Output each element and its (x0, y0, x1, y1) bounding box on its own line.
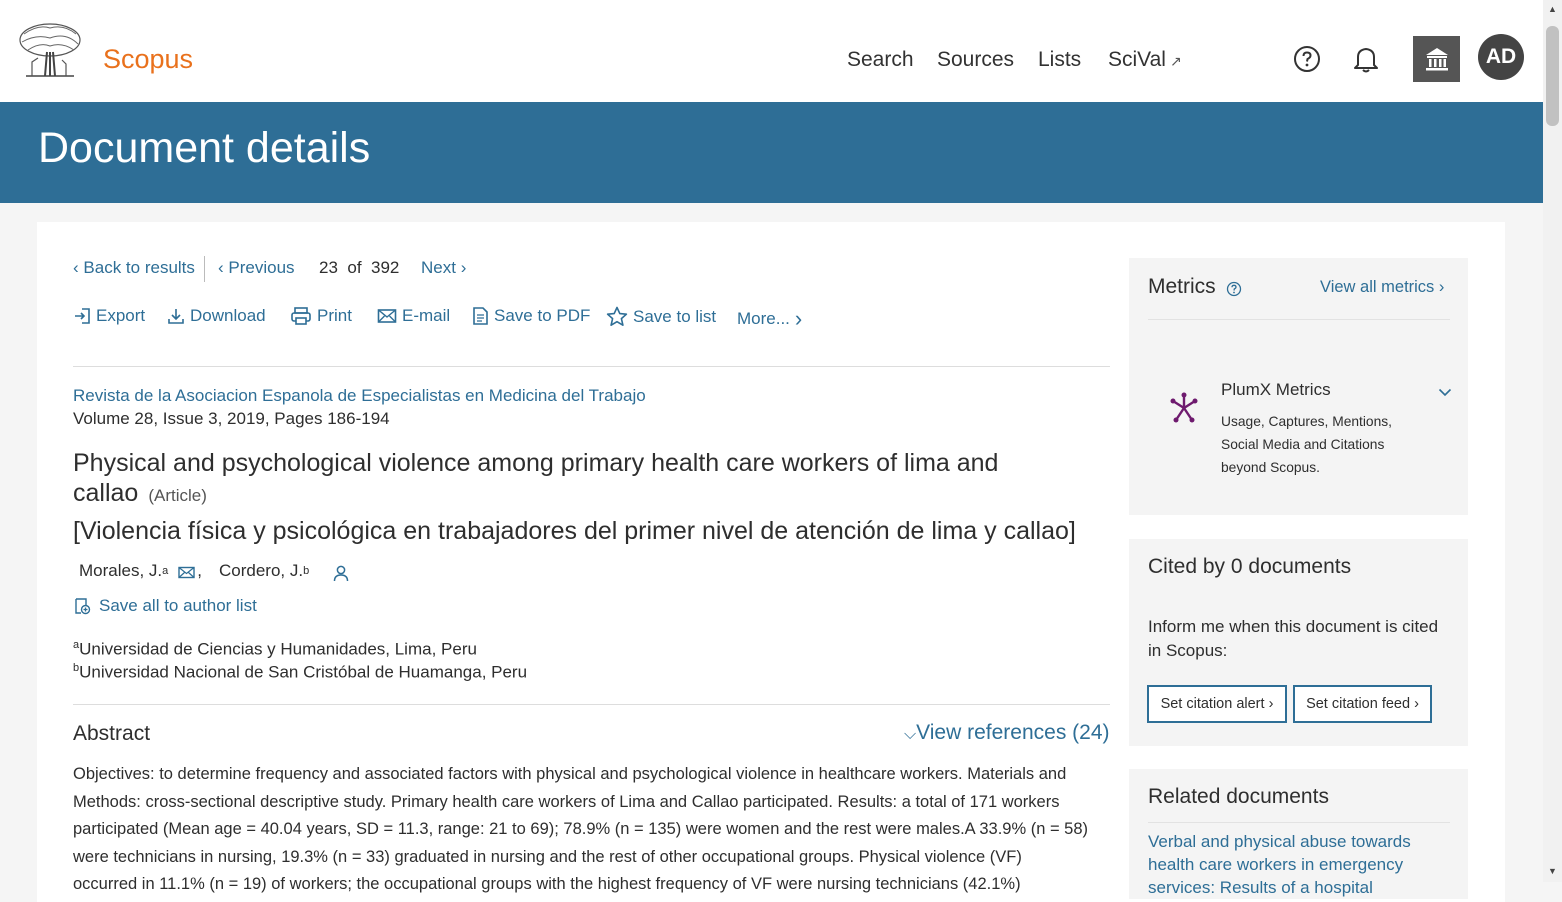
previous-link[interactable] (218, 258, 295, 278)
related-documents-card (1129, 769, 1468, 899)
print-icon (290, 306, 312, 326)
of-label: of (347, 258, 362, 277)
email-button[interactable] (377, 306, 450, 326)
plumx-line: Usage, Captures, Mentions, (1221, 414, 1393, 429)
journal-link[interactable]: Revista de la Asociacion Espanola de Especialistas en Medicina del Trabajo (73, 386, 646, 405)
nav-search[interactable]: Search (847, 48, 914, 71)
pdf-icon (472, 306, 489, 326)
affiliation (73, 662, 527, 683)
set-citation-alert-label: Set citation alert (1160, 696, 1265, 712)
affiliation-marker: b (303, 565, 310, 577)
top-bar (0, 0, 1543, 102)
more-label: More... (737, 309, 790, 328)
chevron-right-icon: › (460, 258, 467, 277)
person-icon[interactable] (333, 564, 349, 582)
related-document-link[interactable] (1148, 830, 1411, 899)
current-index: 23 (319, 258, 338, 277)
save-to-pdf-button[interactable] (472, 306, 590, 326)
related-documents-title: Related documents (1148, 785, 1329, 808)
related-document-line: health care workers in emergency (1148, 855, 1404, 874)
brand-name[interactable]: Scopus (103, 44, 194, 74)
affiliation-marker: a (162, 565, 169, 577)
author-list (79, 560, 349, 582)
save-to-list-button[interactable] (606, 306, 716, 327)
save-all-label: Save all to author list (99, 596, 257, 615)
citation-info (1148, 615, 1458, 663)
add-to-list-icon (73, 597, 91, 615)
chevron-right-icon: › (1438, 278, 1445, 296)
affiliation-text: Universidad Nacional de San Cristóbal de Huamanga, Peru (79, 662, 528, 682)
chevron-right-icon: › (794, 306, 803, 331)
volume-info: Volume 28, Issue 3, 2019, Pages 186-194 (73, 409, 390, 428)
next-label: Next (421, 258, 456, 277)
abstract-line: participated (Mean age = 40.04 years, SD = 11.3, range: 21 to 69); 78.9% (n = 135) were women and the rest were males.A 33.9% (n = 58) (73, 820, 1089, 839)
scroll-down-arrow-icon[interactable]: ▼ (1548, 866, 1557, 876)
original-title: [Violencia física y psicológica en trabajadores del primer nivel de atención de lima y callao] (73, 517, 1076, 545)
view-all-metrics-link[interactable] (1320, 278, 1444, 297)
author-name[interactable]: Cordero, J. (219, 561, 304, 580)
related-document-line: Verbal and physical abuse towards (1148, 832, 1411, 851)
bell-icon[interactable] (1352, 44, 1380, 74)
next-link[interactable] (421, 258, 466, 278)
main-content (37, 222, 1505, 902)
document-title (73, 448, 1073, 511)
back-to-results-label: Back to results (83, 258, 195, 277)
abstract-line: occurred in 11.1% (n = 19) of workers; the occupational groups with the highest frequency of VF were nursing technicians (42.1%) (73, 875, 1021, 894)
plumx-logo-icon (1167, 391, 1201, 425)
institution-icon (1424, 46, 1450, 72)
email-label: E-mail (402, 306, 451, 325)
author-name[interactable]: Morales, J. (79, 561, 163, 580)
plumx-line: Social Media and Citations (1221, 437, 1385, 452)
previous-label: Previous (228, 258, 295, 277)
abstract-line: Methods: cross-sectional descriptive study. Primary health care workers of Lima and Callao participated. Results: a total of 171 workers (73, 792, 1060, 811)
abstract-line: Objectives: to determine frequency and associated factors with physical and psychological violence in healthcare workers. Materials and (73, 765, 1067, 783)
divider (204, 256, 205, 282)
result-position (319, 258, 399, 278)
chevron-right-icon: › (1268, 696, 1274, 712)
email-icon[interactable] (178, 566, 196, 580)
export-icon (73, 307, 91, 325)
email-icon (377, 308, 397, 324)
institution-button[interactable] (1413, 36, 1460, 82)
download-label: Download (190, 306, 266, 325)
set-citation-feed-button[interactable] (1293, 685, 1432, 723)
avatar[interactable]: AD (1478, 34, 1524, 80)
affiliation-marker: b (73, 662, 80, 674)
scrollbar-thumb[interactable] (1546, 26, 1559, 126)
elsevier-tree-logo[interactable] (18, 22, 82, 80)
divider (73, 704, 1110, 705)
scroll-up-arrow-icon[interactable]: ▲ (1548, 4, 1557, 14)
citation-info-line: in Scopus: (1148, 641, 1228, 660)
view-references-link[interactable] (904, 721, 1110, 745)
star-icon (606, 306, 628, 327)
affiliation-text: Universidad de Ciencias y Humanidades, Lima, Peru (79, 639, 477, 659)
document-type: (Article) (148, 486, 207, 505)
nav-lists[interactable]: Lists (1038, 48, 1082, 71)
metrics-heading (1148, 275, 1242, 299)
nav-sources[interactable]: Sources (937, 48, 1015, 71)
divider (1148, 822, 1450, 823)
plumx-title[interactable]: PlumX Metrics (1221, 380, 1331, 399)
cited-by-title: Cited by 0 documents (1148, 555, 1352, 578)
metrics-card (1129, 258, 1468, 515)
view-all-metrics-label: View all metrics (1320, 278, 1435, 296)
nav-scival-label: SciVal (1108, 48, 1166, 71)
chevron-down-icon: ⌵ (904, 726, 917, 743)
total-count: 392 (371, 258, 400, 277)
affiliation (73, 639, 477, 660)
help-icon[interactable] (1293, 45, 1321, 73)
download-button[interactable] (167, 306, 266, 326)
abstract-heading: Abstract (73, 722, 151, 745)
plumx-line: beyond Scopus. (1221, 460, 1320, 475)
save-to-pdf-label: Save to PDF (494, 306, 591, 325)
more-button[interactable] (737, 306, 802, 332)
page-banner (0, 102, 1543, 203)
help-icon[interactable] (1226, 281, 1242, 297)
nav-scival[interactable] (1108, 48, 1182, 72)
set-citation-alert-button[interactable] (1147, 685, 1287, 723)
back-to-results-link[interactable] (73, 258, 195, 278)
print-button[interactable] (290, 306, 352, 326)
page-title: Document details (38, 124, 371, 172)
chevron-right-icon: › (1414, 696, 1419, 712)
affiliation-marker: a (73, 639, 80, 651)
save-to-list-label: Save to list (633, 306, 717, 326)
set-citation-feed-label: Set citation feed (1306, 696, 1411, 712)
plumx-description (1221, 410, 1392, 479)
author-separator: , (197, 561, 202, 580)
metrics-title: Metrics (1148, 275, 1216, 298)
view-references-label: View references (24) (916, 721, 1110, 744)
external-link-icon: ↗ (1169, 53, 1182, 69)
export-button[interactable] (73, 306, 145, 326)
abstract-text (73, 761, 1118, 899)
chevron-down-icon[interactable] (1438, 388, 1452, 397)
related-document-line: services: Results of a hospital (1148, 878, 1373, 897)
divider (73, 366, 1110, 367)
export-label: Export (96, 306, 146, 325)
scrollbar[interactable] (1543, 0, 1562, 882)
divider (1148, 319, 1450, 320)
document-title-text: Physical and psychological violence among primary health care workers of lima and callao (73, 449, 999, 507)
chevron-left-icon: ‹ (73, 258, 79, 277)
chevron-left-icon: ‹ (218, 258, 224, 277)
citation-info-line: Inform me when this document is cited (1148, 617, 1439, 636)
save-all-to-author-list-link[interactable] (73, 596, 257, 616)
print-label: Print (317, 306, 352, 325)
download-icon (167, 307, 185, 325)
abstract-line: were technicians in nursing, 19.3% (n = 33) graduated in nursing and the rest of other occupational groups. Physical violence (VF) (73, 847, 1022, 866)
